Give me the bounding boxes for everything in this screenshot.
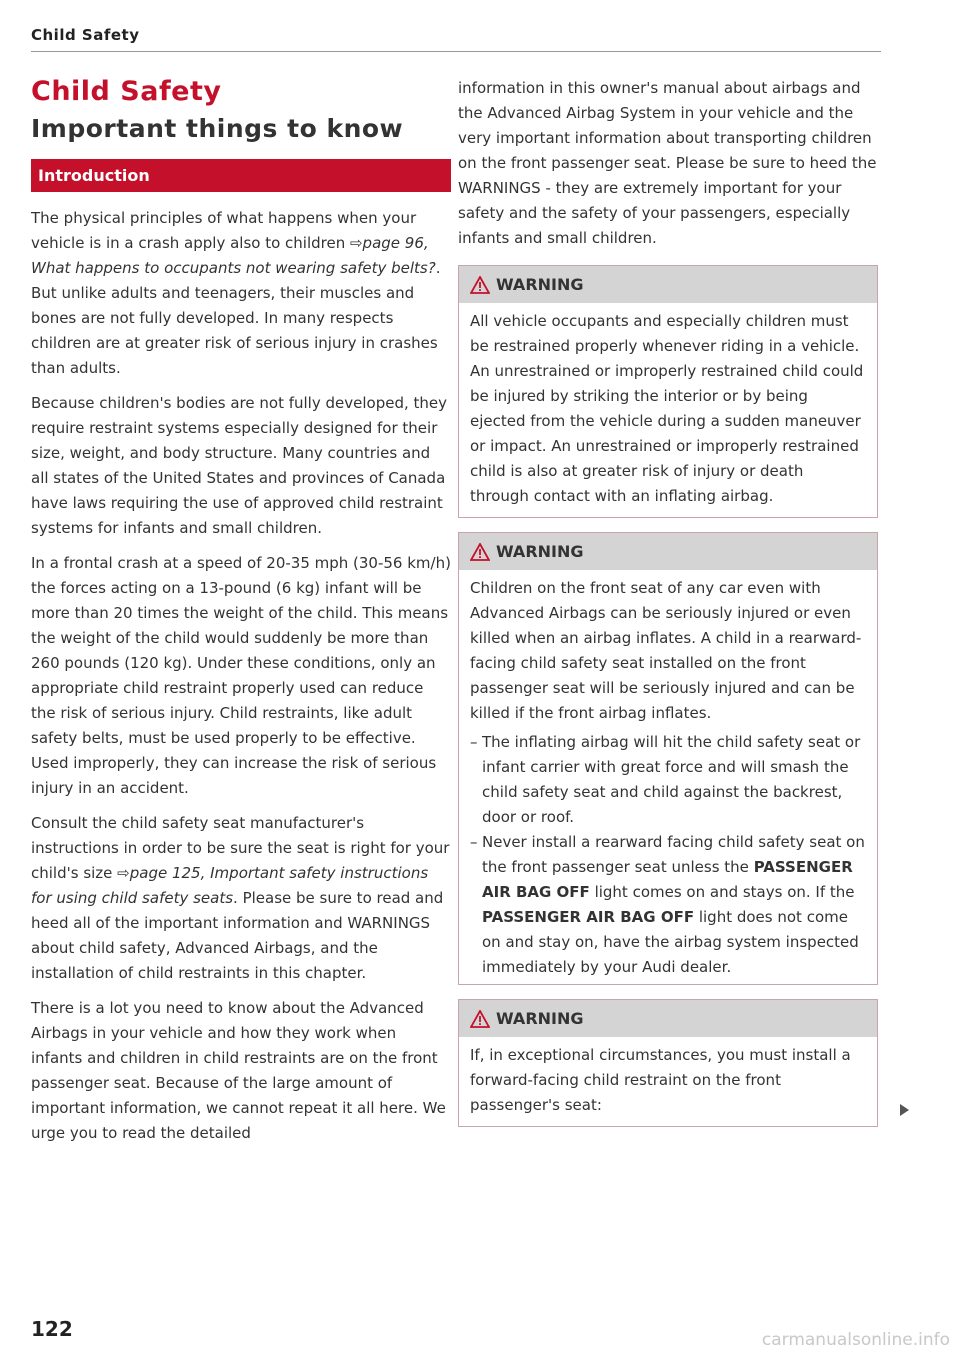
paragraph: In a frontal crash at a speed of 20-35 mph (30-56 km/h) the forces acting on a 13-pound (6 kg) infant will be more than 20 times the weight of the child. This means the weight of the child would suddenly be more than 260 pounds (120 kg). Under these conditions, only an appropriate child restraint properly used can reduce the risk of serious injury. Child restraints, like adult safety belts, must be used properly to be effective. Used improperly, they can increase the risk of serious injury in an accident.	[31, 554, 451, 797]
warning-box	[458, 532, 878, 985]
watermark: carmanualsonline.info	[761, 1330, 950, 1350]
list-item-text-part: light comes on and stays on. If the	[589, 883, 855, 901]
running-header: Child Safety	[31, 26, 140, 44]
warning-box	[458, 265, 878, 518]
list-item-text-part: Never install a rearward facing child safety seat on the front passenger seat unless the	[482, 833, 865, 876]
paragraph-text: Consult the child safety seat manufacturer's instructions in order to be sure the seat is right for your child's size	[31, 814, 450, 882]
page-reference-link[interactable]: ⇨page 125, Important safety instructions for using child safety seats	[31, 864, 429, 907]
paragraph-text: . Please be sure to read and heed all of the important information and WARNINGS about child safety, Advanced Airbags, and the installation of child restraints in this chapter.	[31, 889, 444, 982]
page-reference-link[interactable]: ⇨page 96, What happens to occupants not wearing safety belts?	[31, 234, 436, 277]
continue-arrow-icon	[900, 1104, 909, 1116]
warning-triangle-icon	[470, 543, 490, 561]
left-column	[31, 70, 451, 1156]
page-number: 122	[31, 1317, 73, 1341]
warning-body	[459, 1037, 877, 1126]
paragraph	[31, 206, 451, 381]
paragraph: There is a lot you need to know about the Advanced Airbags in your vehicle and how they work when infants and children in child restraints are on the front passenger seat. Because of the large amount of important information, we cannot repeat it all here. We urge you to read the detailed	[31, 999, 446, 1142]
warning-body	[459, 303, 877, 517]
paragraph: Because children's bodies are not fully developed, they require restraint systems especially designed for their size, weight, and body structure. Many countries and all states of the United States and provinces of Canada have laws requiring the use of approved child restraint systems for infants and small children.	[31, 394, 447, 537]
section-title: Important things to know	[31, 114, 404, 143]
right-column	[458, 76, 878, 1141]
warning-header	[459, 266, 877, 303]
indicator-light-name: PASSENGER AIR BAG OFF	[482, 858, 853, 901]
warning-header	[459, 533, 877, 570]
list-item	[470, 830, 867, 980]
warning-text: Children on the front seat of any car even with Advanced Airbags can be seriously injured or even killed when an airbag inflates. A child in a rearward-facing child safety seat installed on the front passenger seat will be seriously injured and can be killed if the front airbag inflates.	[470, 579, 862, 722]
chapter-title: Child Safety	[31, 76, 222, 107]
dash-bullet: –	[470, 733, 478, 751]
list-item	[470, 730, 867, 830]
list-item-text	[482, 830, 867, 980]
warning-label: WARNING	[496, 542, 584, 561]
paragraph	[31, 811, 451, 986]
list-item-text-part: light does not come on and stay on, have the airbag system inspected immediately by your Audi dealer.	[482, 908, 859, 976]
introduction-heading: Introduction	[31, 159, 451, 192]
warning-label: WARNING	[496, 1009, 584, 1028]
paragraph: information in this owner's manual about airbags and the Advanced Airbag System in your vehicle and the very important information about transporting children on the front passenger seat. Please be sure to heed the WARNINGS - they are extremely important for your safety and the safety of your passengers, especially infants and small children.	[458, 79, 877, 247]
warning-label: WARNING	[496, 275, 584, 294]
paragraph-text: . But unlike adults and teenagers, their muscles and bones are not fully developed. In many respects children are at greater risk of serious injury in crashes than adults.	[31, 259, 441, 377]
indicator-light-name: PASSENGER AIR BAG OFF	[482, 908, 695, 926]
paragraph-text: The physical principles of what happens when your vehicle is in a crash apply also to children	[31, 209, 417, 252]
warning-body	[459, 570, 877, 984]
warning-text: If, in exceptional circumstances, you must install a forward-facing child restraint on the front passenger's seat:	[470, 1046, 851, 1114]
warning-triangle-icon	[470, 1010, 490, 1028]
warning-triangle-icon	[470, 276, 490, 294]
header-rule	[31, 51, 881, 52]
dash-bullet: –	[470, 833, 478, 851]
warning-box	[458, 999, 878, 1127]
list-item-text: The inflating airbag will hit the child safety seat or infant carrier with great force and will smash the child safety seat and child against the backrest, door or roof.	[482, 733, 861, 826]
warning-text: All vehicle occupants and especially children must be restrained properly whenever riding in a vehicle. An unrestrained or improperly restrained child could be injured by striking the interior or by being ejected from the vehicle during a sudden maneuver or impact. An unrestrained or improperly restrained child is also at greater risk of injury or death through contact with an inflating airbag.	[470, 312, 864, 505]
warning-header	[459, 1000, 877, 1037]
